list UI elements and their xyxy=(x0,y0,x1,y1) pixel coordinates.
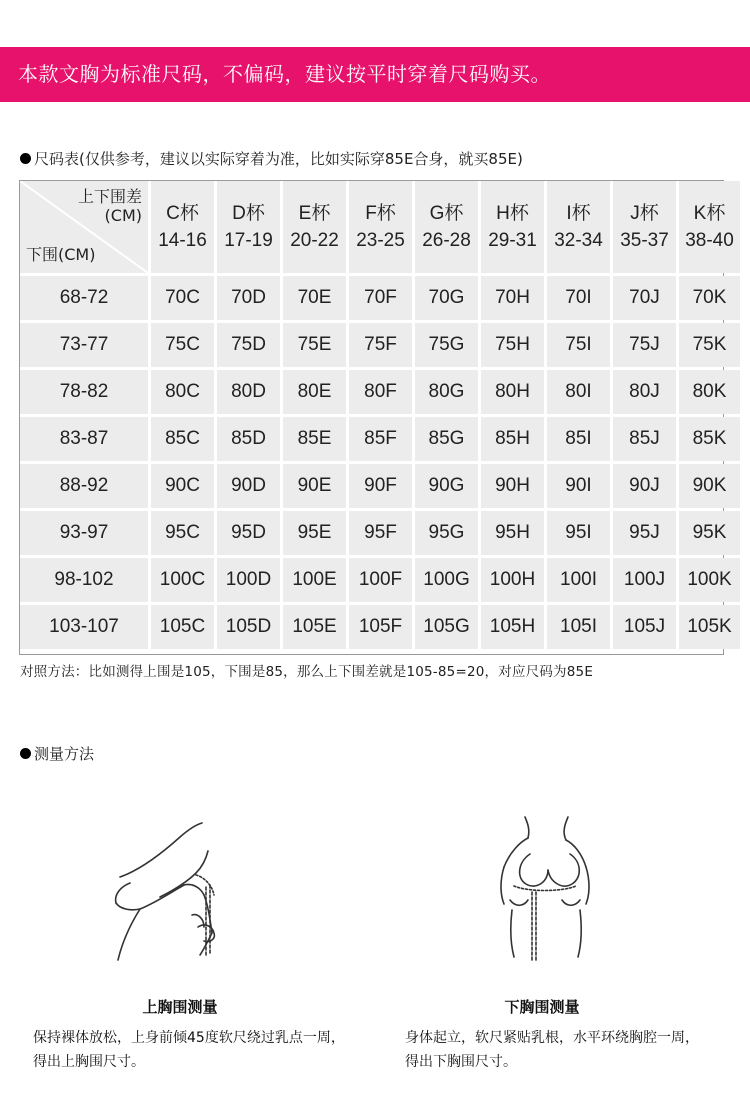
column-header xyxy=(349,181,412,273)
cup-label: C杯 xyxy=(166,203,199,224)
bullet-icon xyxy=(20,153,31,164)
size-cell: 85I xyxy=(547,417,610,461)
size-cell: 95J xyxy=(613,511,676,555)
column-header xyxy=(151,181,214,273)
size-cell: 70E xyxy=(283,276,346,320)
size-cell: 95H xyxy=(481,511,544,555)
column-header xyxy=(283,181,346,273)
range-label: 17-19 xyxy=(224,230,273,251)
size-cell: 105H xyxy=(481,605,544,649)
range-label: 23-25 xyxy=(356,230,405,251)
size-cell: 80I xyxy=(547,370,610,414)
size-table xyxy=(19,180,734,655)
size-cell: 70H xyxy=(481,276,544,320)
size-cell: 70I xyxy=(547,276,610,320)
range-label: 14-16 xyxy=(158,230,207,251)
size-cell: 100I xyxy=(547,558,610,602)
column-header xyxy=(613,181,676,273)
size-cell: 90H xyxy=(481,464,544,508)
underbust-cell: 83-87 xyxy=(20,417,148,461)
size-cell: 95E xyxy=(283,511,346,555)
size-cell: 80E xyxy=(283,370,346,414)
underbust-cell: 93-97 xyxy=(20,511,148,555)
size-cell: 100G xyxy=(415,558,478,602)
size-cell: 75F xyxy=(349,323,412,367)
size-cell: 105J xyxy=(613,605,676,649)
size-cell: 105E xyxy=(283,605,346,649)
size-table-title: 尺码表(仅供参考，建议以实际穿着为准，比如实际穿85E合身，就买85E) xyxy=(34,150,523,168)
size-cell: 75J xyxy=(613,323,676,367)
column-header xyxy=(217,181,280,273)
size-cell: 95C xyxy=(151,511,214,555)
upper-bust-figure-illustration xyxy=(100,815,250,965)
cup-label: F杯 xyxy=(365,203,396,224)
underbust-cell: 88-92 xyxy=(20,464,148,508)
underbust-cell: 78-82 xyxy=(20,370,148,414)
range-label: 20-22 xyxy=(290,230,339,251)
size-cell: 100D xyxy=(217,558,280,602)
size-cell: 80D xyxy=(217,370,280,414)
under-bust-caption: 下胸围测量 xyxy=(504,998,580,1016)
size-cell: 105D xyxy=(217,605,280,649)
size-cell: 80K xyxy=(679,370,740,414)
underbust-cell: 73-77 xyxy=(20,323,148,367)
upper-bust-description: 保持裸体放松，上身前倾45度软尺绕过乳点一周， 得出上胸围尺寸。 xyxy=(33,1030,345,1070)
cup-label: I杯 xyxy=(566,203,591,224)
size-cell: 80G xyxy=(415,370,478,414)
column-header xyxy=(547,181,610,273)
range-label: 35-37 xyxy=(620,230,669,251)
range-label: 32-34 xyxy=(554,230,603,251)
size-cell: 90E xyxy=(283,464,346,508)
size-cell: 70J xyxy=(613,276,676,320)
column-header xyxy=(679,181,740,273)
cup-label: E杯 xyxy=(298,203,331,224)
size-cell: 90I xyxy=(547,464,610,508)
size-cell: 85D xyxy=(217,417,280,461)
size-cell: 90C xyxy=(151,464,214,508)
size-cell: 75H xyxy=(481,323,544,367)
size-cell: 105I xyxy=(547,605,610,649)
size-cell: 90J xyxy=(613,464,676,508)
size-cell: 100K xyxy=(679,558,740,602)
under-bust-description: 身体起立，软尺紧贴乳根，水平环绕胸腔一周， 得出下胸围尺寸。 xyxy=(405,1030,699,1070)
size-cell: 105F xyxy=(349,605,412,649)
corner-bottom-label: 下围(CM) xyxy=(26,245,96,264)
size-cell: 70G xyxy=(415,276,478,320)
cup-label: J杯 xyxy=(630,203,659,224)
size-cell: 85H xyxy=(481,417,544,461)
size-cell: 95F xyxy=(349,511,412,555)
size-cell: 75K xyxy=(679,323,740,367)
size-cell: 105K xyxy=(679,605,740,649)
size-cell: 75I xyxy=(547,323,610,367)
size-cell: 95I xyxy=(547,511,610,555)
size-cell: 80H xyxy=(481,370,544,414)
range-label: 29-31 xyxy=(488,230,537,251)
underbust-cell: 68-72 xyxy=(20,276,148,320)
cup-label: K杯 xyxy=(693,203,726,224)
size-cell: 100E xyxy=(283,558,346,602)
size-cell: 100C xyxy=(151,558,214,602)
upper-bust-caption: 上胸围测量 xyxy=(142,998,218,1016)
size-cell: 90G xyxy=(415,464,478,508)
size-cell: 85E xyxy=(283,417,346,461)
size-cell: 90D xyxy=(217,464,280,508)
size-cell: 105C xyxy=(151,605,214,649)
size-cell: 100J xyxy=(613,558,676,602)
bullet-icon xyxy=(20,748,31,759)
range-label: 38-40 xyxy=(685,230,734,251)
measure-title: 测量方法 xyxy=(34,745,95,763)
range-label: 26-28 xyxy=(422,230,471,251)
size-cell: 75D xyxy=(217,323,280,367)
underbust-cell: 98-102 xyxy=(20,558,148,602)
size-cell: 95G xyxy=(415,511,478,555)
size-cell: 70C xyxy=(151,276,214,320)
size-cell: 70K xyxy=(679,276,740,320)
size-cell: 85K xyxy=(679,417,740,461)
size-cell: 90K xyxy=(679,464,740,508)
size-cell: 75G xyxy=(415,323,478,367)
size-cell: 105G xyxy=(415,605,478,649)
size-cell: 80C xyxy=(151,370,214,414)
column-header xyxy=(415,181,478,273)
size-cell: 85F xyxy=(349,417,412,461)
measure-heading xyxy=(20,743,94,764)
cup-label: D杯 xyxy=(232,203,265,224)
size-cell: 85C xyxy=(151,417,214,461)
size-cell: 100F xyxy=(349,558,412,602)
underbust-cell: 103-107 xyxy=(20,605,148,649)
size-cell: 75E xyxy=(283,323,346,367)
comparison-note: 对照方法：比如测得上围是105，下围是85，那么上下围差就是105-85=20，对应尺码为85E xyxy=(20,664,594,680)
size-cell: 80F xyxy=(349,370,412,414)
cup-label: H杯 xyxy=(496,203,529,224)
size-cell: 95D xyxy=(217,511,280,555)
size-cell: 85G xyxy=(415,417,478,461)
size-table-heading xyxy=(20,148,523,169)
size-cell: 70F xyxy=(349,276,412,320)
size-cell: 100H xyxy=(481,558,544,602)
column-header xyxy=(481,181,544,273)
size-cell: 75C xyxy=(151,323,214,367)
under-bust-figure-illustration xyxy=(470,812,620,962)
corner-top-label: 上下围差 (CM) xyxy=(77,187,142,225)
size-cell: 80J xyxy=(613,370,676,414)
size-cell: 70D xyxy=(217,276,280,320)
size-cell: 85J xyxy=(613,417,676,461)
size-cell: 90F xyxy=(349,464,412,508)
cup-label: G杯 xyxy=(429,203,464,224)
size-cell: 95K xyxy=(679,511,740,555)
table-corner-header xyxy=(20,181,148,273)
promo-banner: 本款文胸为标准尺码，不偏码，建议按平时穿着尺码购买。 xyxy=(0,47,750,102)
